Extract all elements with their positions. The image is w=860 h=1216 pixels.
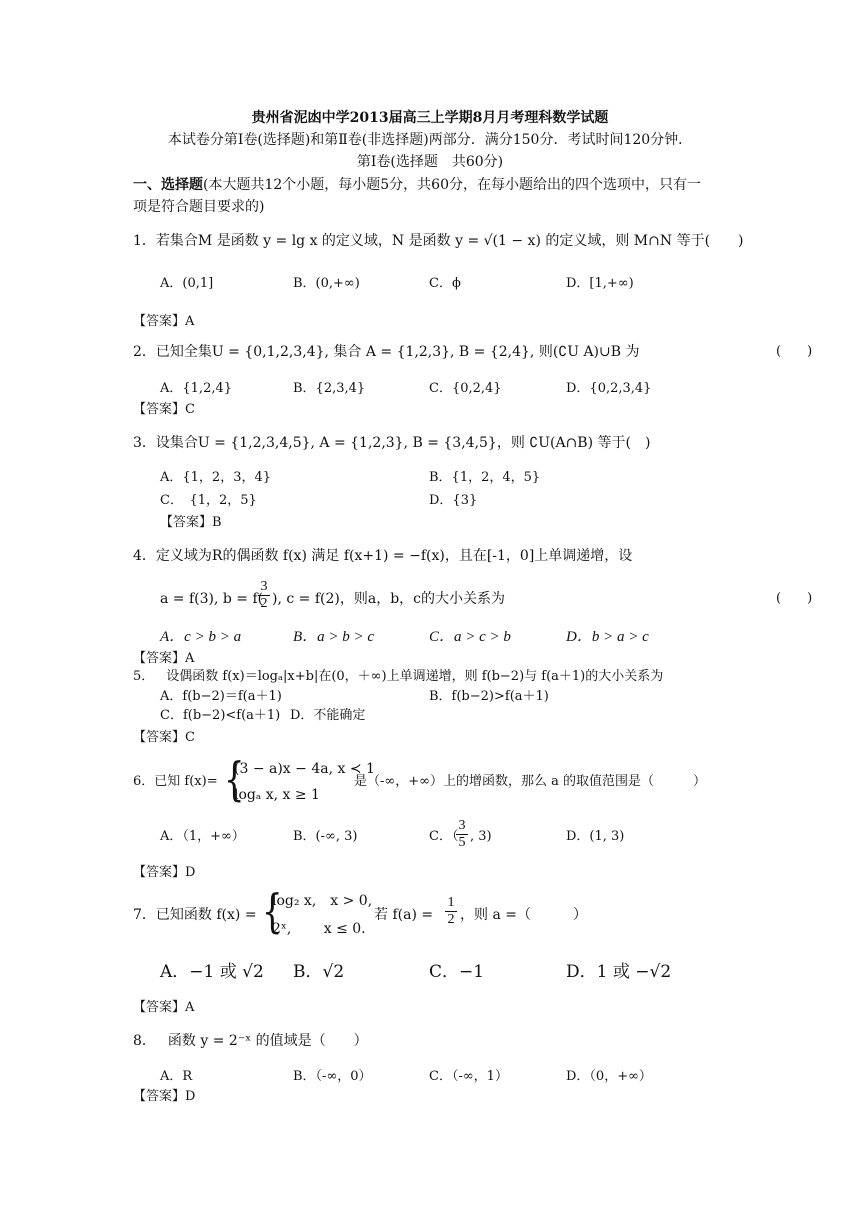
question-8-stem: 8． 函数 y = 2⁻ˣ 的值域是（ ） <box>133 1033 368 1049</box>
q4-answer-paren: ( ) <box>776 591 813 606</box>
q8-option-b: B．（-∞，0） <box>293 1069 372 1084</box>
q6-option-a: A．（1，+∞） <box>160 829 245 844</box>
q5-answer: 【答案】C <box>133 730 195 745</box>
q5-option-d: D．不能确定 <box>290 708 366 723</box>
question-6-stem: 6．已知 f(x)= <box>133 774 218 789</box>
q6-case-2: logₐ x, x ≥ 1 <box>234 787 320 803</box>
q4-answer: 【答案】A <box>133 651 195 666</box>
q6-option-c-fraction: 3 5 <box>456 818 468 851</box>
question-4-stem: 4．定义域为R的偶函数 f(x) 满足 f(x+1) = −f(x)，且在[-1，0]上单调递增，设 <box>133 548 633 564</box>
q8-option-c: C．（-∞，1） <box>429 1069 508 1084</box>
q7-option-c: C．−1 <box>429 962 485 982</box>
q2-option-d: D．{0,2,3,4} <box>566 381 652 396</box>
exam-intro: 本试卷分第Ⅰ卷(选择题)和第Ⅱ卷(非选择题)两部分．满分150分．考试时间120分钟． <box>167 132 693 148</box>
q7-case-2: 2ˣ, x ≤ 0. <box>272 921 366 937</box>
exam-title: 贵州省泥凼中学2013届高三上学期8月月考理科数学试题 <box>251 110 609 126</box>
q6-option-b: B．(-∞, 3) <box>293 829 358 844</box>
q5-option-c: C．f(b−2)<f(a＋1) <box>160 708 281 723</box>
q3-option-d: D．{3} <box>429 493 478 508</box>
q3-answer: 【答案】B <box>160 515 222 530</box>
question-2-stem: 2．已知全集U = {0,1,2,3,4}, 集合 A = {1,2,3}, B = {2,4}, 则(∁U A)∪B 为 <box>133 344 640 360</box>
q4-option-c: C．a > c > b <box>429 629 511 645</box>
q4-line2-pre: a = f(3), b = f( <box>160 591 264 607</box>
q1-option-d: D．[1,+∞) <box>566 276 634 291</box>
q2-option-b: B．{2,3,4} <box>293 381 366 396</box>
part-one-heading: 第Ⅰ卷(选择题 共60分) <box>356 154 504 170</box>
q4-fraction: 3 2 <box>258 579 270 612</box>
q1-option-b: B．(0,+∞) <box>293 276 360 291</box>
q2-answer: 【答案】C <box>133 402 195 417</box>
q2-option-a: A．{1,2,4} <box>160 381 233 396</box>
q4-option-b: B．a > b > c <box>293 629 375 645</box>
q4-option-a: A．c > b > a <box>160 629 242 645</box>
q8-answer: 【答案】D <box>133 1089 196 1104</box>
q6-answer: 【答案】D <box>133 865 196 880</box>
question-5-stem: 5． 设偶函数 f(x)＝logₐ|x+b|在(0，＋∞)上单调递增，则 f(b−2)与 f(a＋1)的大小关系为 <box>133 669 664 684</box>
section-heading: 一、选择题(本大题共12个小题，每小题5分，共60分，在每小题给出的四个选项中，只有一 <box>133 177 701 193</box>
q1-option-a: A．(0,1] <box>160 276 214 291</box>
question-1-stem: 1．若集合M 是函数 y = lg x 的定义域，N 是函数 y = √(1 − x) 的定义域，则 M∩N 等于( ) <box>133 233 744 249</box>
section-heading-line2: 项是符合题目要求的) <box>133 199 265 215</box>
q1-option-c: C．ϕ <box>429 276 461 291</box>
q4-line2-post: ), c = f(2)，则a，b，c的大小关系为 <box>272 591 505 607</box>
q1-answer: 【答案】A <box>133 314 195 329</box>
q5-option-a: A．f(b−2)＝f(a＋1) <box>160 689 282 704</box>
q7-option-a: A．−1 或 √2 <box>160 962 264 982</box>
q7-stem-mid: 若 f(a) = <box>374 907 434 923</box>
q2-answer-paren: ( ) <box>776 344 813 359</box>
q8-option-a: A．R <box>160 1069 193 1084</box>
q7-answer: 【答案】A <box>133 1000 195 1015</box>
q3-option-b: B．{1，2，4，5} <box>429 470 541 485</box>
q7-option-d: D．1 或 −√2 <box>566 962 672 982</box>
q4-option-d: D．b > a > c <box>566 629 649 645</box>
q3-option-a: A．{1，2，3，4} <box>160 470 272 485</box>
q6-option-d: D．(1, 3) <box>566 829 625 844</box>
q3-option-c: C． {1，2，5} <box>160 493 257 508</box>
q6-case-1: (3 − a)x − 4a, x ≺ 1 <box>234 761 375 777</box>
question-3-stem: 3．设集合U = {1,2,3,4,5}, A = {1,2,3}, B = {3,4,5}，则 ∁U(A∩B) 等于( ) <box>133 435 651 451</box>
q6-option-c-post: , 3) <box>470 829 492 844</box>
q5-option-b: B．f(b−2)>f(a＋1) <box>429 689 549 704</box>
q6-piecewise-brace: { <box>224 752 245 806</box>
q2-option-c: C．{0,2,4} <box>429 381 502 396</box>
question-7-stem: 7．已知函数 f(x) = <box>133 907 257 923</box>
q7-fraction: 1 2 <box>445 895 457 928</box>
q7-case-1: log₂ x, x > 0, <box>272 893 373 909</box>
q6-option-c: C．（ <box>429 829 459 844</box>
q6-stem-post: 是（-∞，+∞）上的增函数，那么 a 的取值范围是（ ） <box>354 774 706 789</box>
q7-option-b: B．√2 <box>293 962 345 982</box>
q7-stem-post: ，则 a =（ ） <box>460 907 587 923</box>
q8-option-d: D．（0，+∞） <box>566 1069 652 1084</box>
q7-piecewise-brace: { <box>262 884 283 938</box>
